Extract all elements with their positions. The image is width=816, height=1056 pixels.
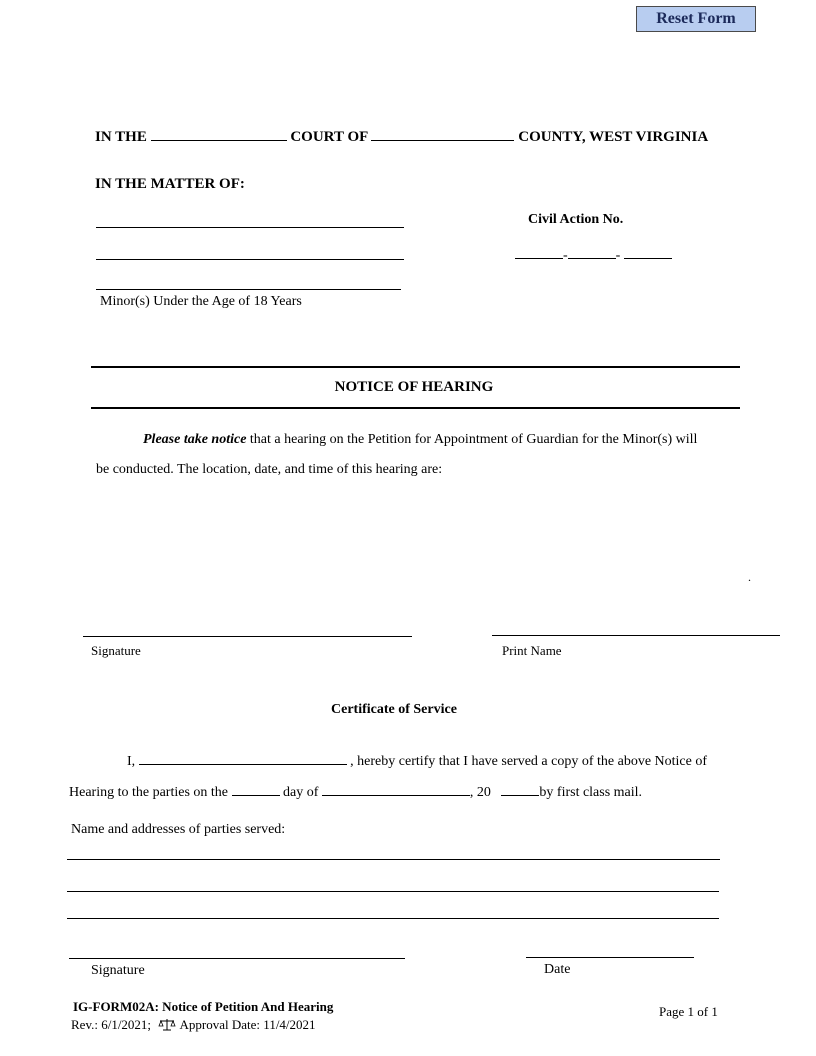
minor-name-line-2[interactable] (96, 259, 404, 260)
certificate-title: Certificate of Service (331, 702, 457, 717)
certificate-line-1 (127, 751, 707, 770)
cert-i-text: I, (127, 754, 136, 769)
stray-dot: . (748, 570, 751, 584)
civil-action-field-3[interactable] (624, 245, 672, 259)
signature-line-2[interactable] (69, 958, 405, 959)
parties-line-1[interactable] (67, 859, 720, 860)
cert-line1-suffix: , hereby certify that I have served a copy of the above Notice of (350, 754, 708, 769)
print-name-line[interactable] (492, 635, 780, 636)
matter-of-heading: IN THE MATTER OF: (95, 176, 245, 192)
parties-line-2[interactable] (67, 891, 719, 892)
form-id: IG-FORM02A: Notice of Petition And Hearing (73, 999, 334, 1014)
county-text: COUNTY, WEST VIRGINIA (518, 129, 709, 145)
cert-day-of: day of (283, 785, 319, 800)
print-name-label: Print Name (502, 643, 562, 658)
civil-action-field-1[interactable] (515, 245, 563, 259)
notice-paragraph-line-1 (143, 432, 697, 448)
page-number: Page 1 of 1 (659, 1004, 718, 1019)
notice-emphasis: Please take notice (143, 432, 247, 447)
service-month-field[interactable] (322, 782, 470, 796)
parties-line-3[interactable] (67, 918, 719, 919)
notice-text-1: that a hearing on the Petition for Appointment of Guardian for the Minor(s) will (246, 432, 698, 447)
certificate-line-2 (69, 782, 642, 801)
reset-form-button[interactable]: Reset Form (636, 6, 756, 32)
signature-label-1: Signature (91, 643, 141, 658)
notice-title: NOTICE OF HEARING (334, 379, 494, 395)
hearing-details-field[interactable] (96, 485, 746, 585)
minor-name-line-3[interactable] (96, 289, 401, 290)
scales-of-justice-icon (158, 1018, 176, 1035)
signature-label-2: Signature (91, 963, 145, 978)
civil-action-label: Civil Action No. (528, 212, 624, 227)
minors-label: Minor(s) Under the Age of 18 Years (100, 294, 302, 309)
parties-label: Name and addresses of parties served: (71, 822, 286, 837)
service-year-field[interactable] (501, 782, 539, 796)
court-caption-line (95, 127, 708, 146)
in-the-text: IN THE (95, 129, 147, 145)
cert-line2-suffix: by first class mail. (539, 785, 643, 800)
county-name-field[interactable] (371, 127, 514, 141)
certifier-name-field[interactable] (139, 751, 347, 765)
title-rule-top (91, 366, 740, 368)
cert-line2-prefix: Hearing to the parties on the (69, 785, 229, 800)
date-label: Date (544, 962, 571, 977)
approval-date: Approval Date: 11/4/2021 (179, 1017, 316, 1032)
civil-action-field-2[interactable] (568, 245, 616, 259)
revision-date: Rev.: 6/1/2021; (71, 1017, 152, 1032)
notice-paragraph-line-2: be conducted. The location, date, and time of this hearing are: (96, 462, 443, 477)
court-name-field[interactable] (151, 127, 287, 141)
service-day-field[interactable] (232, 782, 280, 796)
court-of-text: COURT OF (290, 129, 368, 145)
date-line[interactable] (526, 957, 694, 958)
civil-action-number: - - (515, 245, 672, 264)
cert-comma-20: , 20 (469, 785, 491, 800)
minor-name-line-1[interactable] (96, 227, 404, 228)
revision-line (71, 1017, 316, 1035)
title-rule-bottom (91, 407, 740, 409)
signature-line-1[interactable] (83, 636, 412, 637)
